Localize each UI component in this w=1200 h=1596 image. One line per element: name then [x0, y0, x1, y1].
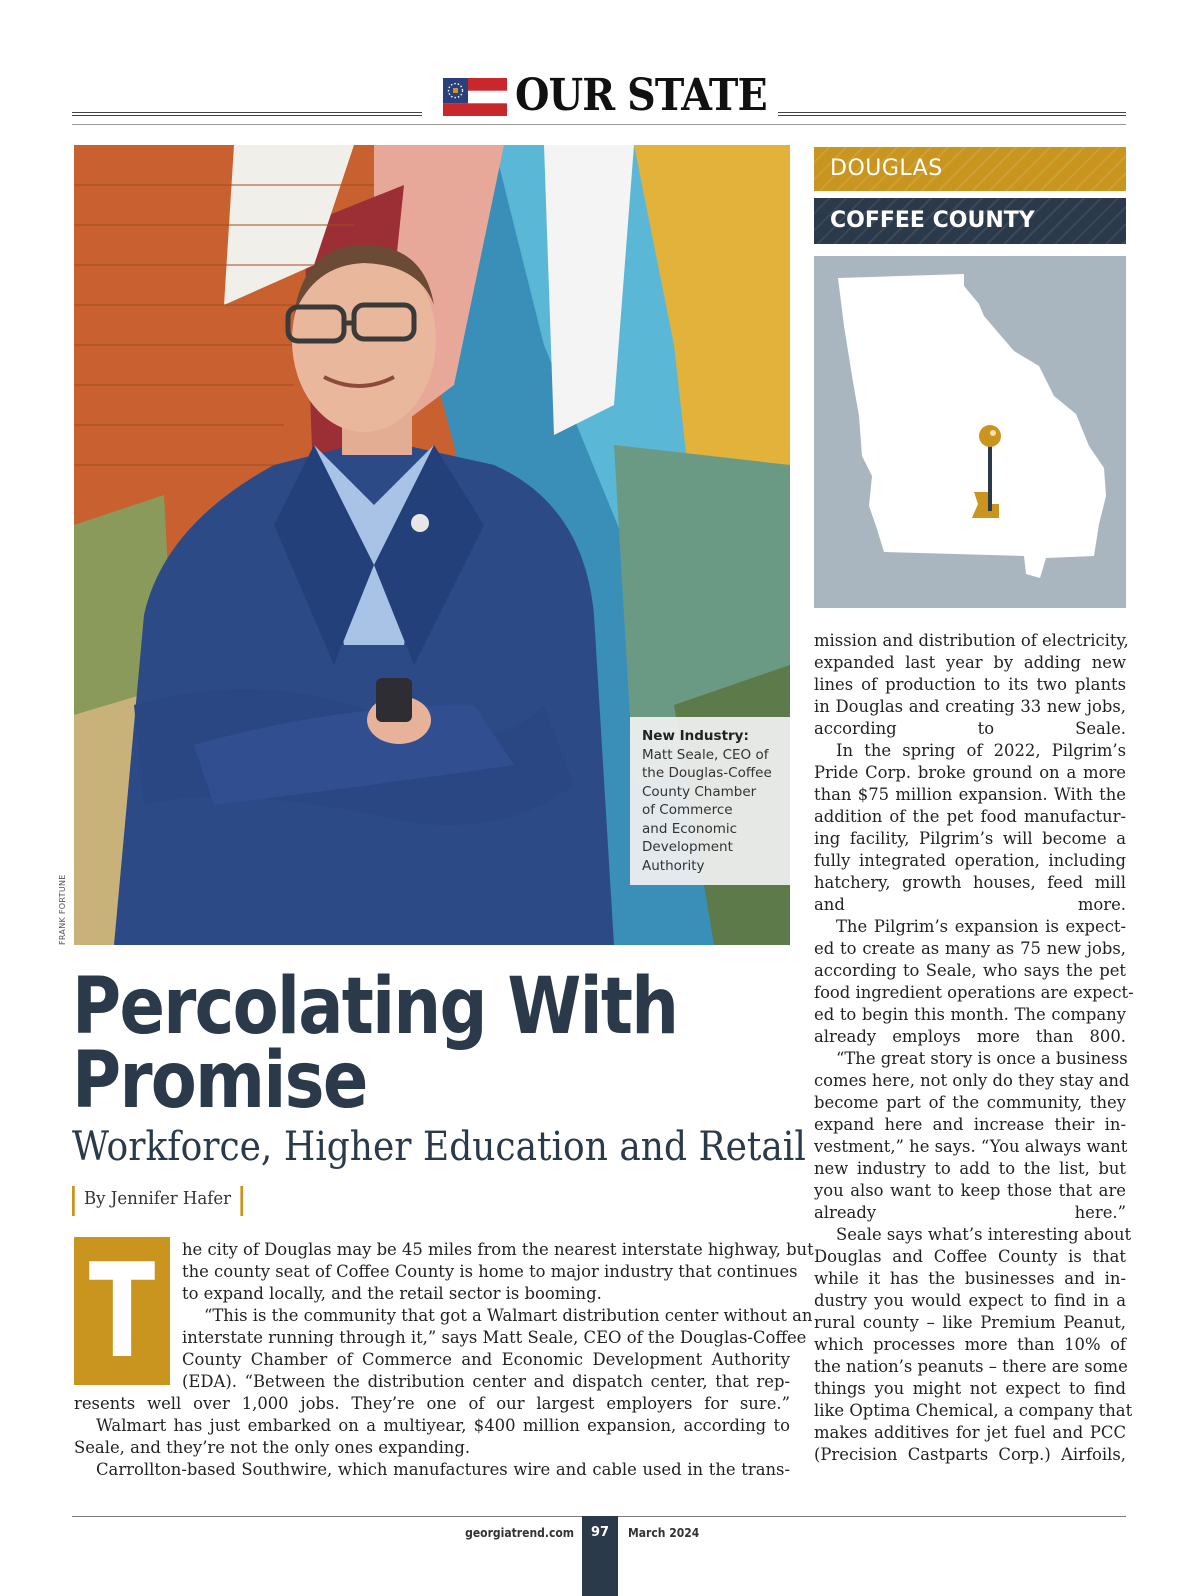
- body-line: Walmart has just embarked on a multiyear, $400 million expansion, according to: [96, 1416, 790, 1435]
- headline-line: Percolating With: [72, 962, 678, 1052]
- body-line: In the spring of 2022, Pilgrim’s: [836, 741, 1126, 760]
- drop-cap-letter: T: [88, 1235, 156, 1387]
- body-line: (EDA). “Between the distribution center and dispatch center, that rep-: [182, 1372, 790, 1391]
- body-line: resents well over 1,000 jobs. They’re one of our largest employers for sure.”: [74, 1394, 790, 1413]
- body-line: makes additives for jet fuel and PCC: [814, 1423, 1126, 1442]
- body-line: to expand locally, and the retail sector is booming.: [182, 1284, 602, 1303]
- section-title: OUR STATE: [515, 70, 767, 121]
- body-line: which processes more than 10% of: [814, 1335, 1126, 1354]
- body-line: and more.: [814, 895, 1126, 914]
- body-line: vestment,” he says. “You always want: [814, 1137, 1128, 1156]
- body-line: ed to begin this month. The company: [814, 1005, 1126, 1024]
- caption-line: Matt Seale, CEO of: [642, 746, 769, 763]
- body-line: fully integrated operation, including: [814, 851, 1126, 870]
- body-line: “This is the community that got a Walmart distribution center without an: [204, 1306, 813, 1325]
- georgia-flag-icon: [443, 78, 507, 116]
- body-line: the county seat of Coffee County is home to major industry that continues: [182, 1262, 798, 1281]
- body-line: food ingredient operations are expect-: [814, 983, 1134, 1002]
- body-line: comes here, not only do they stay and: [814, 1071, 1130, 1090]
- body-line: new industry to add to the list, but: [814, 1159, 1126, 1178]
- body-line: while it has the businesses and in-: [814, 1269, 1126, 1288]
- body-line: the nation’s peanuts – there are some: [814, 1357, 1128, 1376]
- body-line: The Pilgrim’s expansion is expect-: [836, 917, 1126, 936]
- georgia-map: [814, 256, 1126, 608]
- body-line: like Optima Chemical, a company that: [814, 1401, 1133, 1420]
- footer-date: March 2024: [628, 1526, 700, 1540]
- caption-heading: New Industry:: [642, 728, 749, 744]
- county-label: COFFEE COUNTY: [814, 198, 1126, 244]
- caption-line: Development: [642, 839, 733, 855]
- body-line: expanded last year by adding new: [814, 653, 1126, 672]
- byline: By Jennifer Hafer: [72, 1186, 243, 1216]
- body-line: hatchery, growth houses, feed mill: [814, 873, 1126, 892]
- georgia-map-pin-icon: [814, 256, 1126, 608]
- body-line: Pride Corp. broke ground on a more: [814, 763, 1126, 782]
- body-line: “The great story is once a business: [836, 1049, 1128, 1068]
- headline-line: Promise: [72, 1036, 367, 1126]
- header-rule-left: [72, 112, 422, 116]
- city-label: DOUGLAS: [814, 147, 1126, 191]
- caption-line: and Economic: [642, 820, 738, 837]
- body-line: according to Seale.: [814, 719, 1126, 738]
- body-line: expand here and increase their in-: [814, 1115, 1126, 1134]
- caption-line: of Commerce: [642, 802, 733, 818]
- body-line: rural county – like Premium Peanut,: [814, 1313, 1126, 1332]
- body-line: he city of Douglas may be 45 miles from the nearest interstate highway, but: [182, 1240, 814, 1259]
- caption-line: Authority: [642, 857, 705, 874]
- headline: [72, 962, 777, 1126]
- caption-line: County Chamber: [642, 783, 757, 800]
- body-line: ed to create as many as 75 new jobs,: [814, 939, 1126, 958]
- body-line: already here.”: [814, 1203, 1126, 1222]
- page-number: 97: [582, 1516, 618, 1596]
- caption-line: the Douglas-Coffee: [642, 765, 772, 781]
- header-rule-right: [778, 112, 1126, 116]
- body-line: mission and distribution of electricity,: [814, 631, 1129, 650]
- body-line: Seale, and they’re not the only ones expanding.: [74, 1438, 471, 1457]
- body-line: interstate running through it,” says Matt Seale, CEO of the Douglas-Coffee: [182, 1328, 807, 1347]
- body-line: things you might not expect to find: [814, 1379, 1126, 1398]
- body-line: lines of production to its two plants: [814, 675, 1126, 694]
- body-line: according to Seale, who says the pet: [814, 961, 1126, 980]
- body-line: Seale says what’s interesting about: [836, 1225, 1132, 1244]
- body-line: Douglas and Coffee County is that: [814, 1247, 1126, 1266]
- body-line: (Precision Castparts Corp.) Airfoils,: [814, 1445, 1126, 1464]
- body-line: you also want to keep those that are: [814, 1181, 1126, 1200]
- photo-caption: [630, 717, 790, 885]
- body-line: already employs more than 800.: [814, 1027, 1126, 1046]
- subheadline: Workforce, Higher Education and Retail: [72, 1124, 806, 1170]
- photo-credit: FRANK FORTUNE: [58, 874, 67, 945]
- body-line: County Chamber of Commerce and Economic Development Authority: [182, 1350, 790, 1369]
- header-rule-full: [72, 124, 1126, 125]
- drop-cap: [74, 1237, 170, 1385]
- body-line: become part of the community, they: [814, 1093, 1126, 1112]
- body-line: ing facility, Pilgrim’s will become a: [814, 829, 1126, 848]
- body-line: addition of the pet food manufactur-: [814, 807, 1126, 826]
- footer-site: georgiatrend.com: [465, 1526, 574, 1540]
- body-line: Carrollton-based Southwire, which manufactures wire and cable used in the trans-: [96, 1460, 790, 1479]
- body-line: in Douglas and creating 33 new jobs,: [814, 697, 1126, 716]
- body-line: than $75 million expansion. With the: [814, 785, 1126, 804]
- body-line: dustry you would expect to find in a: [814, 1291, 1126, 1310]
